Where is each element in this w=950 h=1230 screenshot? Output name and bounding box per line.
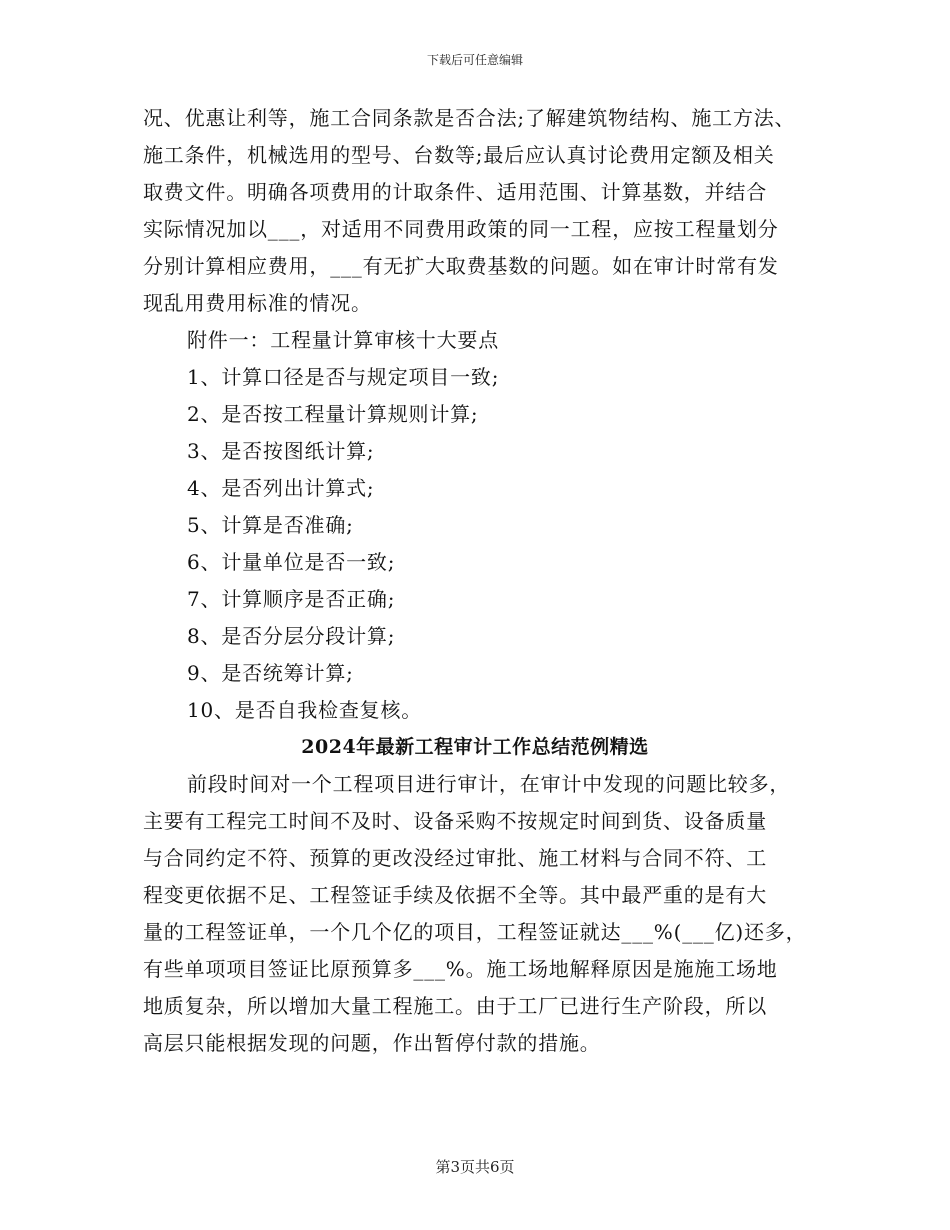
appendix-item: 8、是否分层分段计算;	[187, 624, 396, 648]
appendix-heading: 附件一：工程量计算审核十大要点	[187, 328, 499, 352]
page-footer: 第3页共6页	[435, 1158, 515, 1176]
section-line: 地质复杂，所以增加大量工程施工。由于工厂已进行生产阶段，所以	[143, 994, 767, 1018]
paragraph-line: 实际情况加以___，对适用不同费用政策的同一工程，应按工程量划分	[143, 217, 779, 241]
section-title: 2024年最新工程审计工作总结范例精选	[301, 736, 649, 758]
section-line: 有些单项项目签证比原预算多___%。施工场地解释原因是施施工场地	[143, 957, 778, 981]
appendix-item: 3、是否按图纸计算;	[187, 439, 375, 463]
page-header: 下载后可任意编辑	[426, 53, 523, 67]
appendix-item: 1、计算口径是否与规定项目一致;	[187, 365, 500, 389]
appendix-item: 6、计量单位是否一致;	[187, 550, 396, 574]
appendix-item: 10、是否自我检查复核。	[187, 698, 423, 722]
appendix-item: 7、计算顺序是否正确;	[187, 587, 396, 611]
appendix-item: 5、计算是否准确;	[187, 513, 354, 537]
section-line: 前段时间对一个工程项目进行审计，在审计中发现的问题比较多，	[187, 772, 791, 796]
section-line: 主要有工程完工时间不及时、设备采购不按规定时间到货、设备质量	[143, 809, 767, 833]
paragraph-line: 施工条件，机械选用的型号、台数等;最后应认真讨论费用定额及相关	[143, 143, 775, 167]
paragraph-line: 取费文件。明确各项费用的计取条件、适用范围、计算基数，并结合	[143, 180, 767, 204]
paragraph-line: 况、优惠让利等，施工合同条款是否合法;了解建筑物结构、施工方法、	[143, 106, 796, 130]
section-line: 与合同约定不符、预算的更改没经过审批、施工材料与合同不符、工	[143, 846, 767, 870]
appendix-item: 4、是否列出计算式;	[187, 476, 375, 500]
appendix-item: 9、是否统筹计算;	[187, 661, 354, 685]
paragraph-line: 现乱用费用标准的情况。	[143, 291, 372, 315]
section-line: 程变更依据不足、工程签证手续及依据不全等。其中最严重的是有大	[143, 883, 767, 907]
section-line: 量的工程签证单，一个几个亿的项目，工程签证就达___%(___亿)还多，	[143, 920, 807, 944]
section-line: 高层只能根据发现的问题，作出暂停付款的措施。	[143, 1031, 601, 1055]
paragraph-line: 分别计算相应费用，___有无扩大取费基数的问题。如在审计时常有发	[143, 254, 779, 278]
appendix-item: 2、是否按工程量计算规则计算;	[187, 402, 479, 426]
